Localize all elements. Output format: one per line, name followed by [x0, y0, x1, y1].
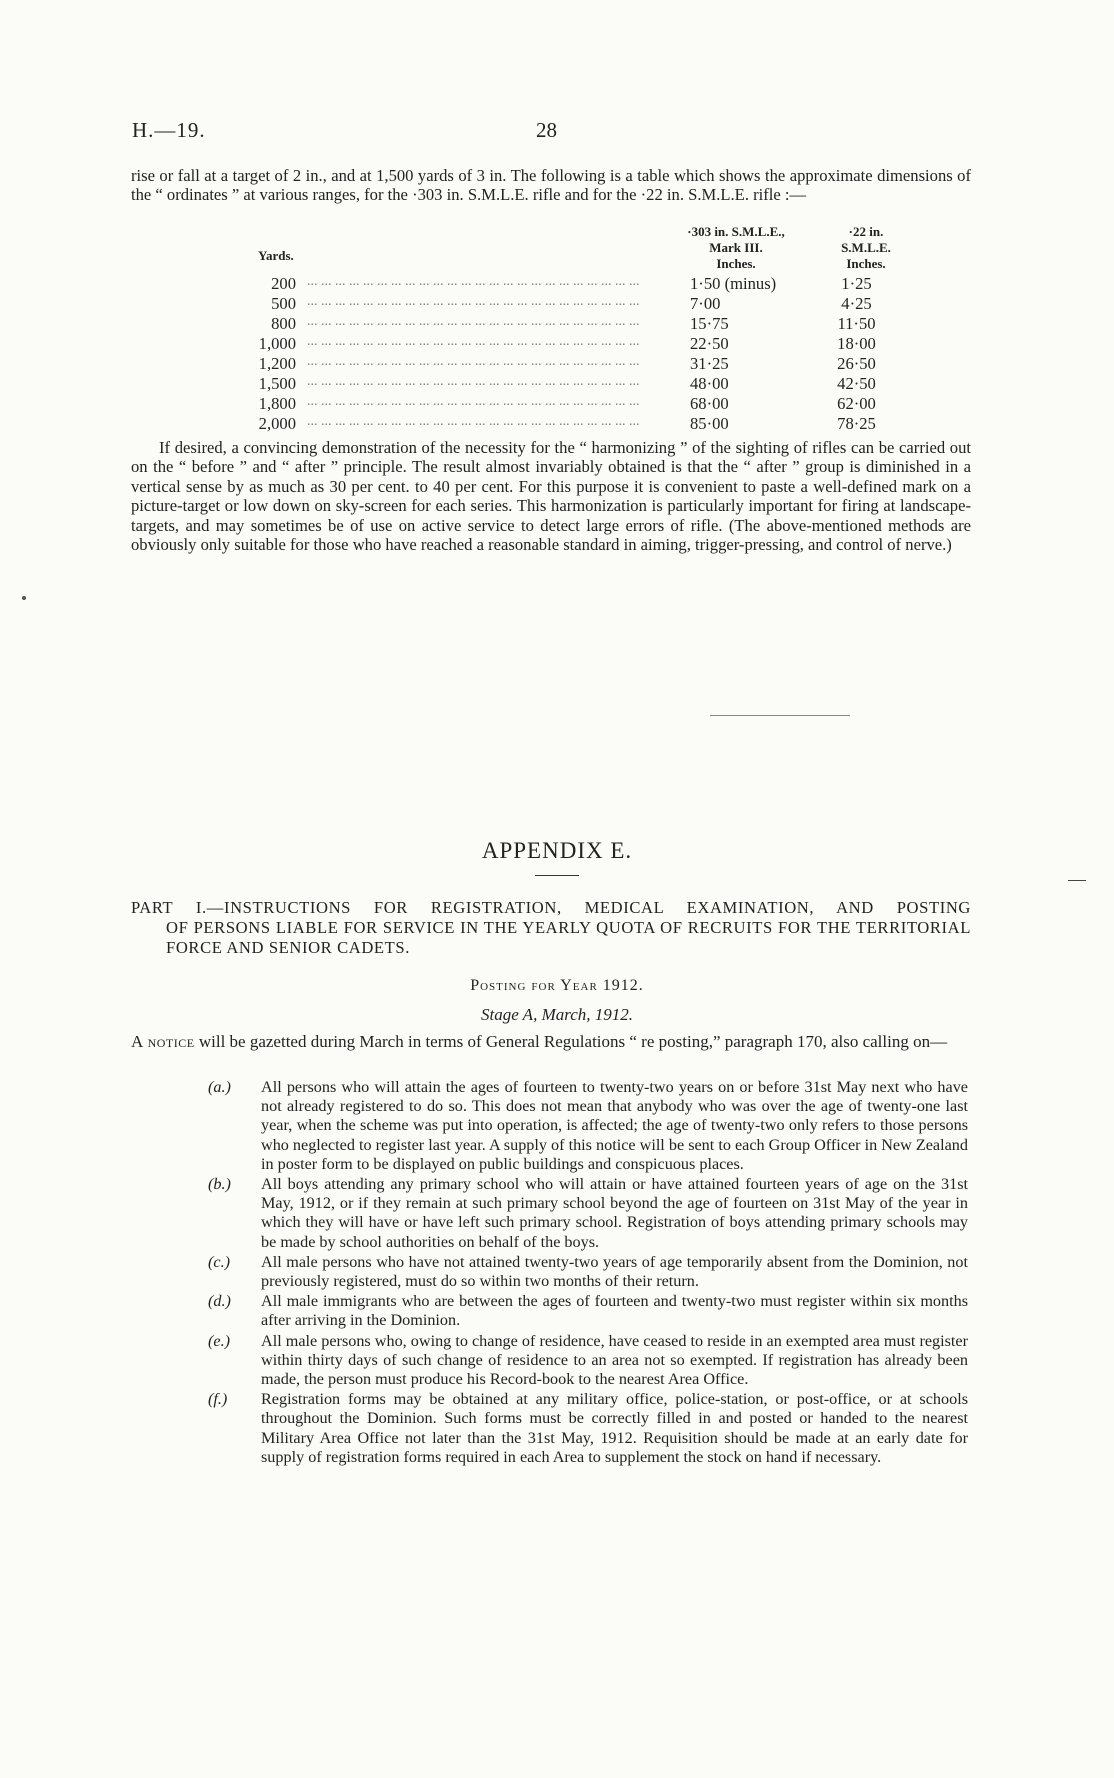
leader-dots: ... ... ... ... ... ... ... ... ... ... ... ... ... ... ... ... ... ... ... ... ... ... ... ...	[307, 354, 640, 369]
value-303-cell: 1·50 (minus)	[686, 274, 840, 294]
column-header-22-line1: ·22 in.	[848, 224, 884, 239]
harmonizing-paragraph: If desired, a convincing demonstration of the necessity for the “ harmonizing ” of the sighting of rifles can be carried out on the “ before ” and “ after ” principle. The result almost invariably obtained is that the “ after ” group is diminished in a vertical sense by as much as 30 per cent. to 40 per cent. For this purpose it is convenient to paste a well-defined mark on a picture-target or low down on sky-screen for each series. This harmonization is particularly important for firing at landscape-targets, and may sometimes be of use on active service to detect large errors of rifle. (The above-mentioned methods are obviously only suitable for those who have reached a reasonable standard in aiming, trigger-pressing, and control of nerve.)	[131, 438, 971, 555]
item-label: (d.)	[208, 1292, 231, 1311]
list-item	[208, 1332, 968, 1390]
table-row	[131, 394, 971, 414]
list-item	[208, 1253, 968, 1291]
value-22-cell: 4·25	[814, 294, 899, 314]
yards-cell: 2,000	[258, 414, 296, 433]
notice-body: will be gazetted during March in terms of General Regulations “ re posting,” paragraph 170, also calling on—	[194, 1032, 948, 1051]
item-text: All boys attending any primary school who will attain or have attained fourteen years of age on the 31st May, 1912, or if they remain at such primary school beyond the age of fourteen on 31st May of the year in which they will have or have left such primary school. Registration of boys attending primary schools may be made by school authorities on behalf of the boys.	[261, 1175, 968, 1251]
table-row	[131, 314, 971, 334]
stage-subheading: Stage A, March, 1912.	[480, 1005, 634, 1024]
list-item	[208, 1078, 968, 1174]
column-header-303	[651, 224, 821, 272]
leader-dots: ... ... ... ... ... ... ... ... ... ... ... ... ... ... ... ... ... ... ... ... ... ... ... ...	[307, 274, 640, 289]
intro-paragraph: rise or fall at a target of 2 in., and at 1,500 yards of 3 in. The following is a table which shows the approximate dimensions of the “ ordinates ” at various ranges, for the ·303 in. S.M.L.E. rifle and for the ·22 in. S.M.L.E. rifle :—	[131, 166, 971, 205]
item-label: (a.)	[208, 1078, 231, 1096]
yards-cell: 1,800	[258, 394, 296, 413]
appendix-title: APPENDIX E.	[481, 838, 633, 863]
leader-dots: ... ... ... ... ... ... ... ... ... ... ... ... ... ... ... ... ... ... ... ... ... ... ... ...	[307, 314, 640, 329]
item-label: (e.)	[208, 1331, 231, 1350]
table-row	[131, 274, 971, 294]
value-303-cell: 22·50	[686, 334, 840, 354]
part-heading-rest: OF PERSONS LIABLE FOR SERVICE IN THE YEARLY QUOTA OF RECRUITS FOR THE TERRITORIAL FORCE AND SENIOR CADETS.	[166, 917, 971, 957]
leader-dots: ... ... ... ... ... ... ... ... ... ... ... ... ... ... ... ... ... ... ... ... ... ... ... ...	[307, 394, 640, 409]
value-303-cell: 15·75	[686, 314, 840, 334]
part-heading	[131, 898, 971, 957]
column-header-22-line2: S.M.L.E.	[841, 240, 891, 255]
value-22-cell: 26·50	[814, 354, 899, 374]
column-header-yards: Yards.	[258, 248, 294, 263]
list-item	[208, 1292, 968, 1330]
notice-lead: A notice	[131, 1032, 195, 1051]
value-22-cell: 1·25	[814, 274, 899, 294]
leader-dots: ... ... ... ... ... ... ... ... ... ... ... ... ... ... ... ... ... ... ... ... ... ... ... ...	[307, 374, 640, 389]
document-reference: H.—19.	[132, 118, 206, 142]
yards-cell: 1,000	[258, 334, 296, 353]
item-label: (f.)	[208, 1390, 228, 1409]
item-text: Registration forms may be obtained at any military office, police-station, or post-office, or at schools throughout the Dominion. Such forms must be correctly filled in and posted or handed to the nearest Military Area Office not later than the 31st May, 1912. Requisition should be made at an early date for supply of registration forms required in each Area to supplement the stock on hand if necessary.	[261, 1390, 968, 1466]
section-divider	[710, 715, 850, 716]
item-text: All male persons who, owing to change of residence, have ceased to reside in an exempted area must register within thirty days of such change of residence to an area not so exempted. If registration has already been made, the person must produce his Record-book to the nearest Area Office.	[261, 1331, 968, 1389]
yards-cell: 200	[271, 274, 296, 293]
value-22-cell: 62·00	[814, 394, 899, 414]
title-underline	[535, 875, 579, 876]
table-row	[131, 374, 971, 394]
value-303-cell: 31·25	[686, 354, 840, 374]
value-303-cell: 85·00	[686, 414, 840, 434]
yards-cell: 1,500	[258, 374, 296, 393]
notice-paragraph	[131, 1032, 971, 1052]
item-text: All male persons who have not attained twenty-two years of age temporarily absent from the Dominion, not previously registered, must do so within two months of their return.	[261, 1252, 968, 1291]
scan-speck	[22, 596, 26, 600]
calling-on-list	[208, 1078, 968, 1468]
page-number: 28	[536, 118, 557, 142]
column-header-303-line1: ·303 in. S.M.L.E.,	[687, 224, 785, 239]
list-item	[208, 1175, 968, 1252]
table-row	[131, 334, 971, 354]
table-row	[131, 354, 971, 374]
item-text: All persons who will attain the ages of fourteen to twenty-two years on or before 31st May next who have not already registered to do so. This does not mean that anybody who was over the age of twenty-one last year, when the scheme was put into operation, is affected; the age of twenty-two only refers to those persons who neglected to register last year. A supply of this notice will be sent to each Group Officer in New Zealand in poster form to be displayed on public buildings and conspicuous places.	[261, 1078, 968, 1173]
value-22-cell: 42·50	[814, 374, 899, 394]
table-row	[131, 294, 971, 314]
value-22-cell: 78·25	[814, 414, 899, 434]
column-header-22	[811, 224, 921, 272]
value-303-cell: 7·00	[686, 294, 840, 314]
yards-cell: 500	[271, 294, 296, 313]
column-header-303-line3: Inches.	[716, 256, 756, 271]
leader-dots: ... ... ... ... ... ... ... ... ... ... ... ... ... ... ... ... ... ... ... ... ... ... ... ...	[307, 334, 640, 349]
item-label: (c.)	[208, 1252, 231, 1271]
column-header-303-line2: Mark III.	[709, 240, 763, 255]
margin-mark	[1068, 880, 1086, 881]
value-22-cell: 11·50	[814, 314, 899, 334]
item-label: (b.)	[208, 1175, 231, 1194]
leader-dots: ... ... ... ... ... ... ... ... ... ... ... ... ... ... ... ... ... ... ... ... ... ... ... ...	[307, 414, 640, 429]
value-303-cell: 48·00	[686, 374, 840, 394]
part-heading-line1: PART I.—INSTRUCTIONS FOR REGISTRATION, MEDICAL EXAMINATION, AND POSTING	[131, 898, 971, 917]
value-303-cell: 68·00	[686, 394, 840, 414]
yards-cell: 1,200	[258, 354, 296, 373]
value-22-cell: 18·00	[814, 334, 899, 354]
yards-cell: 800	[271, 314, 296, 333]
table-row	[131, 414, 971, 434]
column-header-22-line3: Inches.	[846, 256, 886, 271]
item-text: All male immigrants who are between the ages of fourteen and twenty-two must register within six months after arriving in the Dominion.	[261, 1292, 968, 1330]
posting-subheading: Posting for Year 1912.	[470, 977, 644, 994]
list-item	[208, 1390, 968, 1467]
leader-dots: ... ... ... ... ... ... ... ... ... ... ... ... ... ... ... ... ... ... ... ... ... ... ... ...	[307, 294, 640, 309]
